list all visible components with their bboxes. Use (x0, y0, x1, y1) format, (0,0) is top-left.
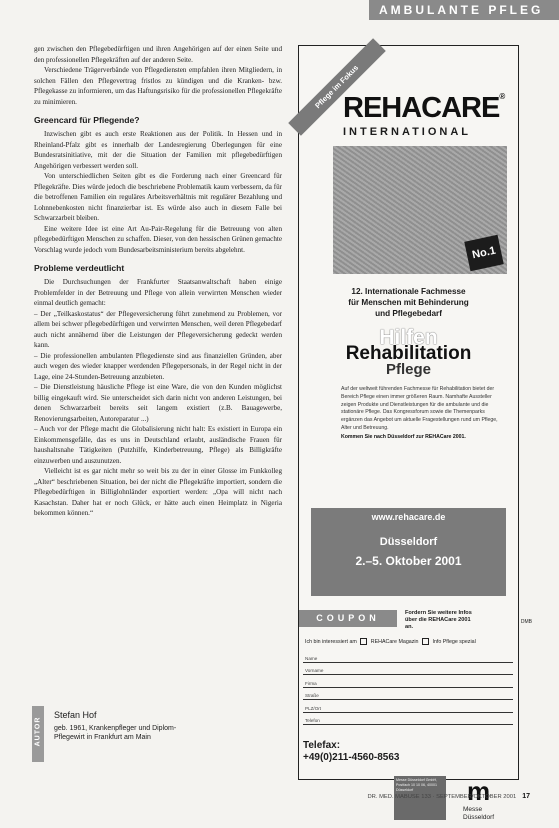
messe-line: Messe (463, 806, 483, 813)
article-paragraph: Von unterschiedlichen Seiten gibt es die Forderung nach einer Greencard für Pflegekräfte. Dies würde jedoch die beschriebene Problematik kaum verbessern, da für die betroffenen Familien ein reguläres Arbeitsverhältnis mit regulärer Bezahlung und Lohnnebenkosten nicht finanzierbar ist. Es würde also auch in diesem Falle bei Schwarzarbeit bleiben. (34, 172, 282, 222)
coupon-form (303, 650, 513, 725)
article-paragraph: gen zwischen den Pflegebedürftigen und ihren Angehörigen auf der einen Seite und den professionellen Pflegekräften auf der anderen Seite. (34, 45, 282, 64)
form-field-plz-ort[interactable] (303, 700, 513, 713)
ad-city: Düsseldorf (379, 536, 438, 548)
interest-label: Ich bin interessiert am (305, 638, 357, 645)
coupon-code: DMB (520, 619, 532, 625)
form-field-vorname[interactable] (303, 663, 513, 676)
telefax-number: +49(0)211-4560-8563 (303, 752, 400, 763)
magazin-checkbox[interactable] (360, 638, 367, 645)
article-paragraph: – Der „Teilkaskostatus“ der Pflegeversicherung führt zunehmend zu Problemen, vor allem bei schwer pflegebedürftigen und verwirrten Menschen, weil deren Pflegebedarf auch nicht annähernd über die Leistungen der Pflegeversicherung gedeckt werden kann. (34, 309, 282, 349)
fair-line: und Pflegebedarf (375, 309, 442, 318)
form-field-label: Telefon (305, 718, 320, 723)
registered-mark: ® (499, 92, 505, 101)
page-footer (300, 793, 530, 800)
article-paragraph: Verschiedene Trägerverbände von Pflegediensten empfahlen ihren Mitgliedern, in solchen Fällen den Pflegevertrag fristlos zu kündigen und die Kranken- bzw. Pflegekasse zu informieren, um das Haftungsrisiko für die professionellen Pflegekräfte zu minimieren. (34, 66, 282, 106)
article-paragraph: Inzwischen gibt es auch erste Reaktionen aus der Politik. In Hessen und in Rheinland-Pfalz gibt es innerhalb der Landesregierung Überlegungen für eine Bundesratsinitiative, mit der die Situation der Familien mit pflegebedürftigen Angehörigen verbessert werden soll. (34, 130, 282, 170)
rehacare-logo (343, 92, 504, 125)
messe-line: Düsseldorf (463, 813, 495, 821)
ad-body-copy: Auf der weltweit führenden Fachmesse für Rehabilitation bietet der Bereich Pflege einen immer größeren Raum. Namhafte Aussteller zeigen Produkte und Dienstleistungen für die ambulante und die stationäre Pflege. Das Kongressforum sowie die Themenparks ergänzen das Angebot um aktuelle Fragestellungen rund um Pflege, Alter und Betreuung. (341, 386, 498, 431)
coupon-interest-row (305, 638, 515, 645)
form-field-label: Firma (305, 680, 317, 686)
article-paragraph: – Die Dienstleistung häusliche Pflege ist eine Ware, die von den Kunden möglichst billig eingekauft wird. Sie unterscheidet sich darin nicht von anderen Leistungen, bei denen Schwarzarbeit bereits seit langem existiert (z.B. Bauagewerbe, Renovierungsarbeiten, Autoreparatur ...) (34, 383, 282, 423)
ad-banner: Pflege im Fokus (288, 38, 386, 136)
author-tag (32, 706, 44, 762)
form-field-label: PLZ/Ort (305, 705, 322, 711)
publication-info: DR. MED. MABUSE 133 · SEPTEMBER/OKTOBER 2001 (367, 794, 517, 800)
author-box (32, 706, 282, 766)
coupon-note: Fordern Sie weitere Infos über die REHACare 2001 an. (405, 610, 472, 630)
section-heading: Greencard für Pflegende? (34, 115, 140, 125)
ad-dates: 2.–5. Oktober 2001 (355, 554, 462, 568)
logo-subtitle: INTERNATIONAL (343, 126, 472, 138)
author-tag-label: AUTOR (34, 716, 42, 747)
interest-option-label: Info Pflege spezial (432, 638, 476, 645)
article-paragraph: – Auch vor der Pflege macht die Globalisierung nicht halt: Es existiert in Europa ein Einkommensgefälle, das es uns in Deutschland erlaubt, ausländische Frauen für haushaltsnahe Tätigkeiten (Putzhilfe, Kinderbetreuung, Pflege) als Billigkräfte einzuwerben und auszunutzen. (34, 425, 282, 465)
telefax-block (303, 740, 399, 764)
logo-text: REHACARE (343, 92, 500, 124)
page-number: 17 (522, 793, 530, 800)
rehabilitation-word: Rehabilitation (345, 343, 472, 364)
no1-badge: No.1 (464, 235, 503, 271)
author-bio: geb. 1961, Krankenpfleger und Diplom-Pflegewirt in Frankfurt am Main (54, 725, 177, 741)
messe-logo: m (467, 776, 487, 806)
fair-title (299, 286, 518, 319)
fair-line: 12. Internationale Fachmesse (351, 287, 466, 296)
fair-line: für Menschen mit Behinderung (348, 298, 469, 307)
date-box (311, 508, 506, 596)
article-paragraph: Vielleicht ist es gar nicht mehr so weit bis zu der in einer Glosse im Funkkolleg „Alter“ beschriebenen Situation, bei der nicht die Pflegekräfte importiert, sondern die Pflegebedürftigen in Billiglohnländer exportiert werden: „Opa will nicht nach Kasachstan. Daher hat er noch Glück, er hätte auch einen Heimplatz in Nigeria bekommen können.“ (34, 467, 282, 517)
coupon-label: COUPON (299, 610, 397, 627)
form-field-label: Vorname (305, 668, 324, 673)
article-column (34, 44, 282, 519)
ad-body-text (341, 386, 501, 442)
ad-body-bold: Kommen Sie nach Düsseldorf zur REHACare 2001. (341, 433, 466, 440)
form-field-label: Straße (305, 693, 319, 698)
article-paragraph: Die Durchsuchungen der Frankfurter Staatsanwaltschaft haben einige Problemfelder in der Betreuung und Pflege von allein verwirrten Menschen wieder einmal deutlich gemacht: (34, 278, 282, 307)
form-field-telefon[interactable] (303, 713, 513, 726)
form-field-strasse[interactable] (303, 688, 513, 701)
ad-photo (333, 146, 507, 274)
author-name: Stefan Hof (54, 710, 97, 720)
section-heading: Probleme verdeutlicht (34, 263, 125, 273)
telefax-label: Telefax: (303, 740, 341, 751)
article-paragraph: Eine weitere Idee ist eine Art Au-Pair-Regelung für die Betreuung von alten pflegebedürftigen Menschen zu schaffen. Dieser, von den hessischen Grünen gemachte Vorschlag wurde jedoch vom Bundesarbeitsministerium bereits abgelehnt. (34, 224, 282, 254)
ad-footer (299, 774, 518, 828)
address-note: Messe Düsseldorf GmbH, Postfach 10 10 06, 40001 Düsseldorf (394, 776, 446, 820)
form-field-name[interactable] (303, 650, 513, 663)
interest-option-label: REHACare Magazin (370, 638, 419, 645)
form-field-firma[interactable] (303, 675, 513, 688)
pflege-word: Pflege (385, 361, 431, 378)
form-field-label: Name (305, 655, 318, 661)
messe-label (463, 806, 494, 821)
info-pflege-checkbox[interactable] (422, 638, 429, 645)
section-header: AMBULANTE PFLEG (369, 0, 559, 20)
ad-url-link[interactable]: www.rehacare.de (371, 512, 446, 522)
hilfen-word: Hilfen (379, 326, 438, 349)
article-paragraph: – Die professionellen ambulanten Pflegedienste sind aus finanziellen Gründen, aber auch wegen des wieder knapper werdenden Pflegepersonals, in der Regel nicht in der Lage, eine 24-Stunden-Betreuung anzubieten. (34, 351, 282, 381)
